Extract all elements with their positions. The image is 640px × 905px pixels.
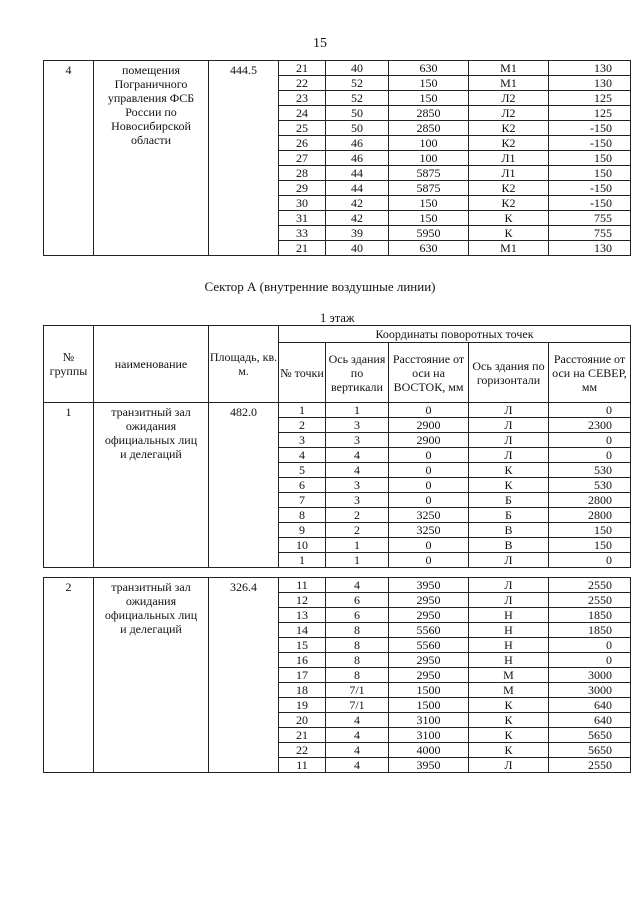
axis-horizontal: M1 <box>469 61 549 76</box>
point-number: 17 <box>279 668 326 683</box>
axis-vertical: 4 <box>326 713 389 728</box>
axis-vertical: 1 <box>326 553 389 568</box>
axis-vertical: 46 <box>326 136 389 151</box>
dist-east: 0 <box>389 493 469 508</box>
axis-vertical: 50 <box>326 106 389 121</box>
axis-horizontal: M1 <box>469 76 549 91</box>
dist-north: 130 <box>549 241 631 256</box>
group-number: 4 <box>44 61 94 256</box>
point-number: 7 <box>279 493 326 508</box>
point-number: 12 <box>279 593 326 608</box>
dist-east: 100 <box>389 136 469 151</box>
point-number: 19 <box>279 698 326 713</box>
dist-north: 640 <box>549 698 631 713</box>
axis-vertical: 6 <box>326 593 389 608</box>
dist-east: 0 <box>389 478 469 493</box>
point-number: 6 <box>279 478 326 493</box>
axis-horizontal: Б <box>469 508 549 523</box>
dist-north: 2550 <box>549 593 631 608</box>
axis-vertical: 8 <box>326 653 389 668</box>
dist-east: 100 <box>389 151 469 166</box>
point-number: 2 <box>279 418 326 433</box>
sector-a-table <box>43 325 631 773</box>
dist-north: 2550 <box>549 758 631 773</box>
axis-horizontal: Л1 <box>469 166 549 181</box>
axis-horizontal: Н <box>469 623 549 638</box>
axis-horizontal: Н <box>469 638 549 653</box>
axis-horizontal: К2 <box>469 136 549 151</box>
axis-vertical: 44 <box>326 181 389 196</box>
axis-vertical: 3 <box>326 478 389 493</box>
axis-vertical: 8 <box>326 623 389 638</box>
dist-east: 2850 <box>389 106 469 121</box>
axis-horizontal: К <box>469 226 549 241</box>
dist-north: 0 <box>549 448 631 463</box>
table-row <box>44 403 631 418</box>
axis-vertical: 4 <box>326 578 389 593</box>
room-area: 482.0 <box>209 403 279 568</box>
axis-horizontal: М <box>469 668 549 683</box>
dist-east: 5875 <box>389 181 469 196</box>
axis-vertical: 4 <box>326 448 389 463</box>
dist-east: 3250 <box>389 508 469 523</box>
axis-horizontal: Н <box>469 608 549 623</box>
dist-east: 2900 <box>389 433 469 448</box>
dist-east: 150 <box>389 91 469 106</box>
point-number: 11 <box>279 578 326 593</box>
dist-east: 150 <box>389 76 469 91</box>
axis-vertical: 8 <box>326 638 389 653</box>
axis-horizontal: К2 <box>469 181 549 196</box>
top-continuation-table <box>43 60 631 256</box>
separator-cell <box>44 568 631 578</box>
dist-north: 0 <box>549 553 631 568</box>
dist-east: 4000 <box>389 743 469 758</box>
dist-north: 1850 <box>549 623 631 638</box>
point-number: 1 <box>279 403 326 418</box>
axis-vertical: 42 <box>326 211 389 226</box>
dist-north: 640 <box>549 713 631 728</box>
point-number: 23 <box>279 91 326 106</box>
group-number: 1 <box>44 403 94 568</box>
axis-horizontal: Л1 <box>469 151 549 166</box>
dist-east: 2950 <box>389 653 469 668</box>
point-number: 33 <box>279 226 326 241</box>
dist-east: 5560 <box>389 638 469 653</box>
dist-east: 150 <box>389 196 469 211</box>
axis-vertical: 3 <box>326 493 389 508</box>
dist-east: 2950 <box>389 668 469 683</box>
dist-north: 530 <box>549 463 631 478</box>
dist-east: 0 <box>389 403 469 418</box>
dist-north: -150 <box>549 181 631 196</box>
point-number: 21 <box>279 728 326 743</box>
axis-vertical: 44 <box>326 166 389 181</box>
dist-north: 755 <box>549 226 631 241</box>
point-number: 22 <box>279 76 326 91</box>
axis-horizontal: В <box>469 523 549 538</box>
dist-east: 5560 <box>389 623 469 638</box>
point-number: 3 <box>279 433 326 448</box>
point-number: 30 <box>279 196 326 211</box>
axis-vertical: 2 <box>326 508 389 523</box>
axis-vertical: 6 <box>326 608 389 623</box>
point-number: 29 <box>279 181 326 196</box>
dist-north: 3000 <box>549 668 631 683</box>
dist-north: 2800 <box>549 508 631 523</box>
axis-vertical: 40 <box>326 241 389 256</box>
header-name: наименование <box>94 326 209 403</box>
header-dist-east: Расстояние от оси на ВОСТОК, мм <box>389 343 469 403</box>
dist-north: 0 <box>549 653 631 668</box>
axis-horizontal: Л <box>469 403 549 418</box>
point-number: 25 <box>279 121 326 136</box>
axis-vertical: 4 <box>326 463 389 478</box>
room-name: помещения Пограничного управления ФСБ России по Новосибирской области <box>94 61 209 256</box>
axis-vertical: 3 <box>326 418 389 433</box>
point-number: 22 <box>279 743 326 758</box>
axis-horizontal: Л2 <box>469 106 549 121</box>
axis-vertical: 4 <box>326 743 389 758</box>
dist-east: 0 <box>389 448 469 463</box>
axis-horizontal: К <box>469 728 549 743</box>
header-point: № точки <box>279 343 326 403</box>
axis-vertical: 52 <box>326 76 389 91</box>
dist-north: 5650 <box>549 728 631 743</box>
point-number: 9 <box>279 523 326 538</box>
dist-east: 150 <box>389 211 469 226</box>
dist-east: 3100 <box>389 728 469 743</box>
table-row <box>44 578 631 593</box>
table-row <box>44 61 631 76</box>
axis-horizontal: Н <box>469 653 549 668</box>
axis-horizontal: М <box>469 683 549 698</box>
point-number: 10 <box>279 538 326 553</box>
dist-north: 2550 <box>549 578 631 593</box>
dist-east: 2900 <box>389 418 469 433</box>
axis-horizontal: Л <box>469 448 549 463</box>
axis-horizontal: Л <box>469 758 549 773</box>
dist-north: -150 <box>549 196 631 211</box>
dist-east: 0 <box>389 538 469 553</box>
dist-east: 3950 <box>389 758 469 773</box>
dist-north: 130 <box>549 61 631 76</box>
dist-east: 2950 <box>389 608 469 623</box>
dist-north: 755 <box>549 211 631 226</box>
axis-vertical: 52 <box>326 91 389 106</box>
header-row-1 <box>44 326 631 343</box>
axis-vertical: 46 <box>326 151 389 166</box>
axis-vertical: 4 <box>326 728 389 743</box>
dist-north: 130 <box>549 76 631 91</box>
point-number: 8 <box>279 508 326 523</box>
dist-east: 5950 <box>389 226 469 241</box>
point-number: 26 <box>279 136 326 151</box>
axis-vertical: 1 <box>326 538 389 553</box>
dist-east: 5875 <box>389 166 469 181</box>
dist-east: 3950 <box>389 578 469 593</box>
dist-north: 3000 <box>549 683 631 698</box>
dist-north: 150 <box>549 538 631 553</box>
dist-north: 150 <box>549 523 631 538</box>
point-number: 20 <box>279 713 326 728</box>
point-number: 11 <box>279 758 326 773</box>
axis-horizontal: Л <box>469 553 549 568</box>
dist-east: 2950 <box>389 593 469 608</box>
point-number: 31 <box>279 211 326 226</box>
dist-north: 2800 <box>549 493 631 508</box>
axis-horizontal: К <box>469 463 549 478</box>
dist-east: 0 <box>389 553 469 568</box>
axis-horizontal: К <box>469 713 549 728</box>
point-number: 1 <box>279 553 326 568</box>
axis-horizontal: Л <box>469 433 549 448</box>
axis-vertical: 3 <box>326 433 389 448</box>
point-number: 18 <box>279 683 326 698</box>
point-number: 4 <box>279 448 326 463</box>
dist-north: -150 <box>549 136 631 151</box>
axis-horizontal: К <box>469 698 549 713</box>
dist-north: 5650 <box>549 743 631 758</box>
axis-horizontal: Б <box>469 493 549 508</box>
dist-east: 1500 <box>389 698 469 713</box>
axis-horizontal: К <box>469 478 549 493</box>
header-area: Площадь, кв. м. <box>209 326 279 403</box>
dist-north: 150 <box>549 166 631 181</box>
dist-north: 125 <box>549 91 631 106</box>
header-group: № группы <box>44 326 94 403</box>
axis-horizontal: К2 <box>469 196 549 211</box>
axis-vertical: 8 <box>326 668 389 683</box>
point-number: 15 <box>279 638 326 653</box>
header-dist-north: Расстояние от оси на СЕВЕР, мм <box>549 343 631 403</box>
group-number: 2 <box>44 578 94 773</box>
point-number: 16 <box>279 653 326 668</box>
dist-east: 630 <box>389 241 469 256</box>
axis-horizontal: Л <box>469 578 549 593</box>
dist-east: 0 <box>389 463 469 478</box>
dist-north: 1850 <box>549 608 631 623</box>
dist-east: 2850 <box>389 121 469 136</box>
point-number: 13 <box>279 608 326 623</box>
axis-horizontal: Л <box>469 593 549 608</box>
axis-horizontal: Л2 <box>469 91 549 106</box>
axis-vertical: 7/1 <box>326 698 389 713</box>
dist-east: 630 <box>389 61 469 76</box>
header-axis-vertical: Ось здания по вертикали <box>326 343 389 403</box>
axis-horizontal: M1 <box>469 241 549 256</box>
axis-horizontal: К2 <box>469 121 549 136</box>
axis-vertical: 42 <box>326 196 389 211</box>
sector-title: Сектор А (внутренние воздушные линии) <box>204 279 436 294</box>
room-area: 326.4 <box>209 578 279 773</box>
dist-north: 0 <box>549 433 631 448</box>
page-number: 15 <box>313 36 327 51</box>
axis-vertical: 2 <box>326 523 389 538</box>
point-number: 5 <box>279 463 326 478</box>
axis-horizontal: Л <box>469 418 549 433</box>
axis-vertical: 50 <box>326 121 389 136</box>
floor-label: 1 этаж <box>320 311 355 325</box>
point-number: 24 <box>279 106 326 121</box>
axis-horizontal: К <box>469 211 549 226</box>
axis-horizontal: К <box>469 743 549 758</box>
axis-vertical: 39 <box>326 226 389 241</box>
dist-north: 150 <box>549 151 631 166</box>
dist-east: 3100 <box>389 713 469 728</box>
axis-vertical: 4 <box>326 758 389 773</box>
dist-east: 1500 <box>389 683 469 698</box>
group-separator <box>44 568 631 578</box>
header-coords: Координаты поворотных точек <box>279 326 631 343</box>
point-number: 14 <box>279 623 326 638</box>
dist-north: -150 <box>549 121 631 136</box>
room-area: 444.5 <box>209 61 279 256</box>
dist-north: 0 <box>549 638 631 653</box>
point-number: 21 <box>279 241 326 256</box>
dist-east: 3250 <box>389 523 469 538</box>
point-number: 21 <box>279 61 326 76</box>
dist-north: 530 <box>549 478 631 493</box>
dist-north: 0 <box>549 403 631 418</box>
dist-north: 2300 <box>549 418 631 433</box>
point-number: 28 <box>279 166 326 181</box>
axis-horizontal: В <box>469 538 549 553</box>
axis-vertical: 7/1 <box>326 683 389 698</box>
room-name: транзитный зал ожидания официальных лиц и делегаций <box>94 578 209 773</box>
axis-vertical: 1 <box>326 403 389 418</box>
header-axis-horizontal: Ось здания по горизонтали <box>469 343 549 403</box>
axis-vertical: 40 <box>326 61 389 76</box>
point-number: 27 <box>279 151 326 166</box>
room-name: транзитный зал ожидания официальных лиц и делегаций <box>94 403 209 568</box>
dist-north: 125 <box>549 106 631 121</box>
